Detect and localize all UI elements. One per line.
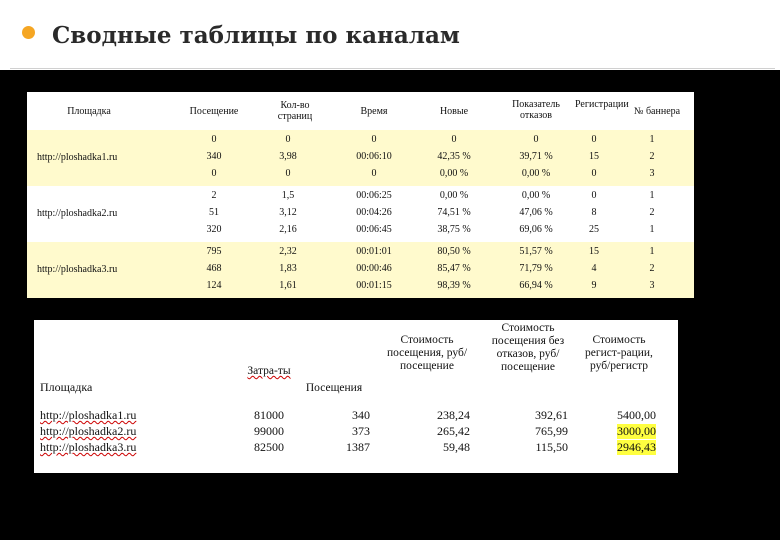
header-site: Площадка [67, 106, 111, 117]
table-cell: 0 [533, 134, 539, 145]
table-row-group [27, 130, 694, 186]
cost-summary-table [34, 320, 678, 473]
header-registrations: Регистрации [575, 99, 629, 110]
table-cell-cpv: 59,48 [443, 440, 470, 454]
header-bounce: Показатель отказов [512, 99, 560, 121]
table-cell: 3 [649, 168, 655, 179]
site-url: http://ploshadka2.ru [40, 424, 137, 438]
table-cell: 00:06:25 [356, 190, 392, 201]
table-cell: 0,00 % [439, 168, 469, 179]
header-pages: Кол-во страниц [277, 100, 313, 122]
table-cell: 2,32 [279, 246, 297, 257]
channel-stats-table [27, 92, 694, 298]
table-cell: 0 [451, 134, 457, 145]
site-url: http://ploshadka1.ru [37, 152, 118, 163]
slide-header [0, 0, 780, 70]
table-cell: 8 [591, 207, 597, 218]
table-cell-cpv_nb: 392,61 [535, 408, 568, 422]
table-cell-cpr: 2946,43 [617, 440, 656, 454]
header-banner: № баннера [633, 106, 681, 117]
table-cell: 69,06 % [519, 224, 553, 235]
table-cell: 0 [591, 134, 597, 145]
table-cell: 2 [649, 263, 655, 274]
table-cell: 00:01:01 [356, 246, 392, 257]
table-cell-cost: 99000 [254, 424, 284, 438]
table-cell: 51,57 % [519, 246, 553, 257]
table-header [27, 92, 694, 130]
table-cell: 795 [206, 246, 222, 257]
table-cell: 74,51 % [437, 207, 471, 218]
table-cell: 0,00 % [439, 190, 469, 201]
header-visits: Посещения [305, 382, 363, 394]
table-cell: 15 [589, 246, 599, 257]
table-cell: 4 [591, 263, 597, 274]
table-cell: 0 [591, 168, 597, 179]
table-cell: 2 [649, 151, 655, 162]
table-cell: 38,75 % [437, 224, 471, 235]
table-cell: 124 [206, 280, 222, 291]
table-cell: 00:04:26 [356, 207, 392, 218]
header-divider [10, 68, 775, 69]
header-site: Площадка [40, 380, 93, 394]
table-cell: 00:01:15 [356, 280, 392, 291]
table-cell: 1,83 [279, 263, 297, 274]
table-cell: 51 [209, 207, 219, 218]
table-cell: 2 [211, 190, 217, 201]
table-cell: 320 [206, 224, 222, 235]
table-cell: 0 [211, 134, 217, 145]
table-cell: 98,39 % [437, 280, 471, 291]
header-cost-per-visit-no-bounce: Стоимость посещения без отказов, руб/ посещение [491, 322, 565, 373]
table-row-group [27, 242, 694, 298]
table-cell: 39,71 % [519, 151, 553, 162]
table-cell: 1 [649, 190, 655, 201]
header-new: Новые [439, 106, 469, 117]
table-cell: 1 [649, 224, 655, 235]
table-cell-cost: 82500 [254, 440, 284, 454]
table-cell-visits: 373 [352, 424, 370, 438]
table-cell: 80,50 % [437, 246, 471, 257]
table-cell: 42,35 % [437, 151, 471, 162]
table-cell: 2,16 [279, 224, 297, 235]
table-cell-cpr: 3000,00 [617, 424, 656, 438]
table-cell: 71,79 % [519, 263, 553, 274]
table-cell-visits: 340 [352, 408, 370, 422]
table-cell: 00:06:45 [356, 224, 392, 235]
site-url: http://ploshadka1.ru [40, 408, 137, 422]
table-cell-cpr: 5400,00 [617, 408, 656, 422]
table-cell: 00:00:46 [356, 263, 392, 274]
table-cell: 1,61 [279, 280, 297, 291]
table-cell: 0 [371, 168, 377, 179]
table-cell: 2 [649, 207, 655, 218]
header-cost: Затра-ты [247, 365, 291, 377]
table-cell: 66,94 % [519, 280, 553, 291]
table-cell-cpv: 238,24 [437, 408, 470, 422]
table-cell: 0 [285, 134, 291, 145]
table-cell: 1 [649, 246, 655, 257]
table-cell: 0 [591, 190, 597, 201]
table-cell: 0 [285, 168, 291, 179]
table-cell: 0,00 % [521, 190, 551, 201]
header-visits: Посещение [189, 106, 239, 117]
table-cell: 15 [589, 151, 599, 162]
table-cell-cpv_nb: 115,50 [535, 440, 568, 454]
table-cell: 85,47 % [437, 263, 471, 274]
table-cell: 1 [649, 134, 655, 145]
table-cell-cpv_nb: 765,99 [535, 424, 568, 438]
slide-title: Сводные таблицы по каналам [52, 22, 460, 49]
table-cell: 0 [211, 168, 217, 179]
table-cell: 3,12 [279, 207, 297, 218]
table-cell: 0 [371, 134, 377, 145]
table-cell: 3,98 [279, 151, 297, 162]
table-cell: 3 [649, 280, 655, 291]
table-cell-cpv: 265,42 [437, 424, 470, 438]
table-cell: 00:06:10 [356, 151, 392, 162]
table-cell: 25 [589, 224, 599, 235]
table-cell-cost: 81000 [254, 408, 284, 422]
header-cost-per-registration: Стоимость регист-рации, руб/регистр [585, 334, 653, 372]
bullet-dot-icon [22, 26, 35, 39]
header-cost-per-visit: Стоимость посещения, руб/ посещение [386, 334, 468, 372]
site-url: http://ploshadka2.ru [37, 208, 118, 219]
table-cell: 9 [591, 280, 597, 291]
table-row-group [27, 186, 694, 242]
table-cell: 468 [206, 263, 222, 274]
header-time: Время [360, 106, 388, 117]
table-cell-visits: 1387 [346, 440, 370, 454]
site-url: http://ploshadka3.ru [40, 440, 137, 454]
table-cell: 1,5 [281, 190, 295, 201]
table-cell: 0,00 % [521, 168, 551, 179]
table-cell: 340 [206, 151, 222, 162]
table-cell: 47,06 % [519, 207, 553, 218]
site-url: http://ploshadka3.ru [37, 264, 118, 275]
